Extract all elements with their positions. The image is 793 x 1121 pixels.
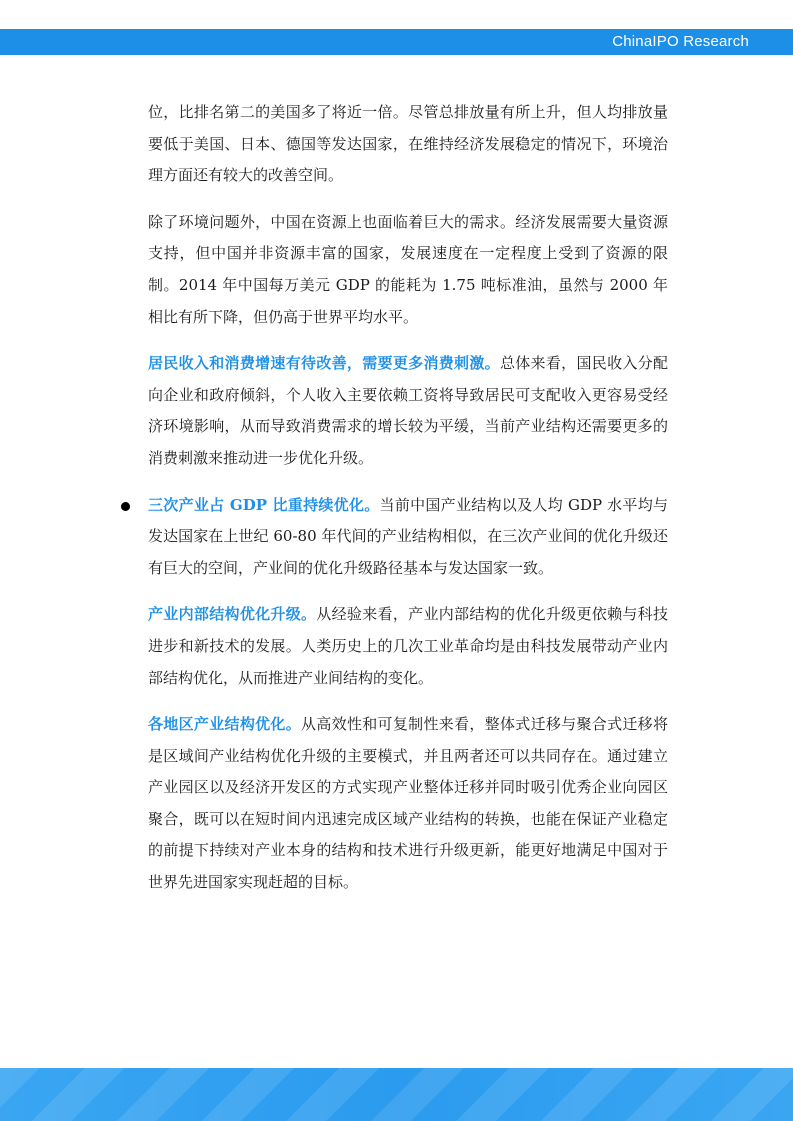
paragraph-resources (148, 207, 668, 333)
paragraph-text: 位，比排名第二的美国多了将近一倍。尽管总排放量有所上升，但人均排放量要低于美国、日本、德国等发达国家，在维持经济发展稳定的情况下，环境治理方面还有较大的改善空间。 (148, 103, 668, 185)
paragraph-gdp-share (148, 490, 668, 585)
paragraph-text: 从经验来看，产业内部结构的优化升级更依赖与科技进步和新技术的发展。人类历史上的几次工业革命均是由科技发展带动产业内部结构优化，从而推进产业间结构的变化。 (148, 605, 668, 687)
bullet-dot-icon (121, 502, 130, 511)
body-content (148, 97, 668, 914)
paragraph-text: 总体来看，国民收入分配向企业和政府倾斜，个人收入主要依赖工资将导致居民可支配收入更容易受经济环境影响，从而导致消费需求的增长较为平缓，当前产业结构还需要更多的消费刺激来推动进一步优化升级。 (148, 354, 668, 467)
paragraph-environment (148, 97, 668, 192)
paragraph-income (148, 348, 668, 474)
paragraph-internal-structure (148, 599, 668, 694)
paragraph-heading: 各地区产业结构优化。 (148, 715, 302, 734)
footer-band (0, 1068, 793, 1121)
paragraph-heading: 三次产业占 GDP 比重持续优化。 (148, 495, 380, 514)
paragraph-text: 除了环境问题外，中国在资源上也面临着巨大的需求。经济发展需要大量资源支持，但中国并非资源丰富的国家，发展速度在一定程度上受到了资源的限制。2014 年中国每万美元 GDP 的能耗为 1.75 吨标准油，虽然与 2000 年相比有所下降，但仍高于世界平均水平。 (148, 212, 668, 326)
footer-stripes (0, 1068, 793, 1121)
bullet-item (148, 490, 668, 585)
paragraph-regional (148, 709, 668, 899)
paragraph-text: 当前中国产业结构以及人均 GDP 水平均与发达国家在上世纪 60-80 年代间的产业结构相似，在三次产业间的优化升级还有巨大的空间，产业间的优化升级路径基本与发达国家一致。 (148, 495, 669, 577)
paragraph-text: 从高效性和可复制性来看，整体式迁移与聚合式迁移将是区域间产业结构优化升级的主要模式，并且两者还可以共同存在。通过建立产业园区以及经济开发区的方式实现产业整体迁移并同时吸引优秀企业向园区聚合，既可以在短时间内迅速完成区域产业结构的转换，也能在保证产业稳定的前提下持续对产业本身的结构和技术进行升级更新，能更好地满足中国对于世界先进国家实现赶超的目标。 (148, 715, 668, 892)
header-bar (0, 29, 793, 55)
brand-name: ChinaIPO Research (612, 33, 749, 50)
paragraph-heading: 产业内部结构优化升级。 (148, 605, 317, 624)
paragraph-heading: 居民收入和消费增速有待改善，需要更多消费刺激。 (148, 354, 500, 373)
